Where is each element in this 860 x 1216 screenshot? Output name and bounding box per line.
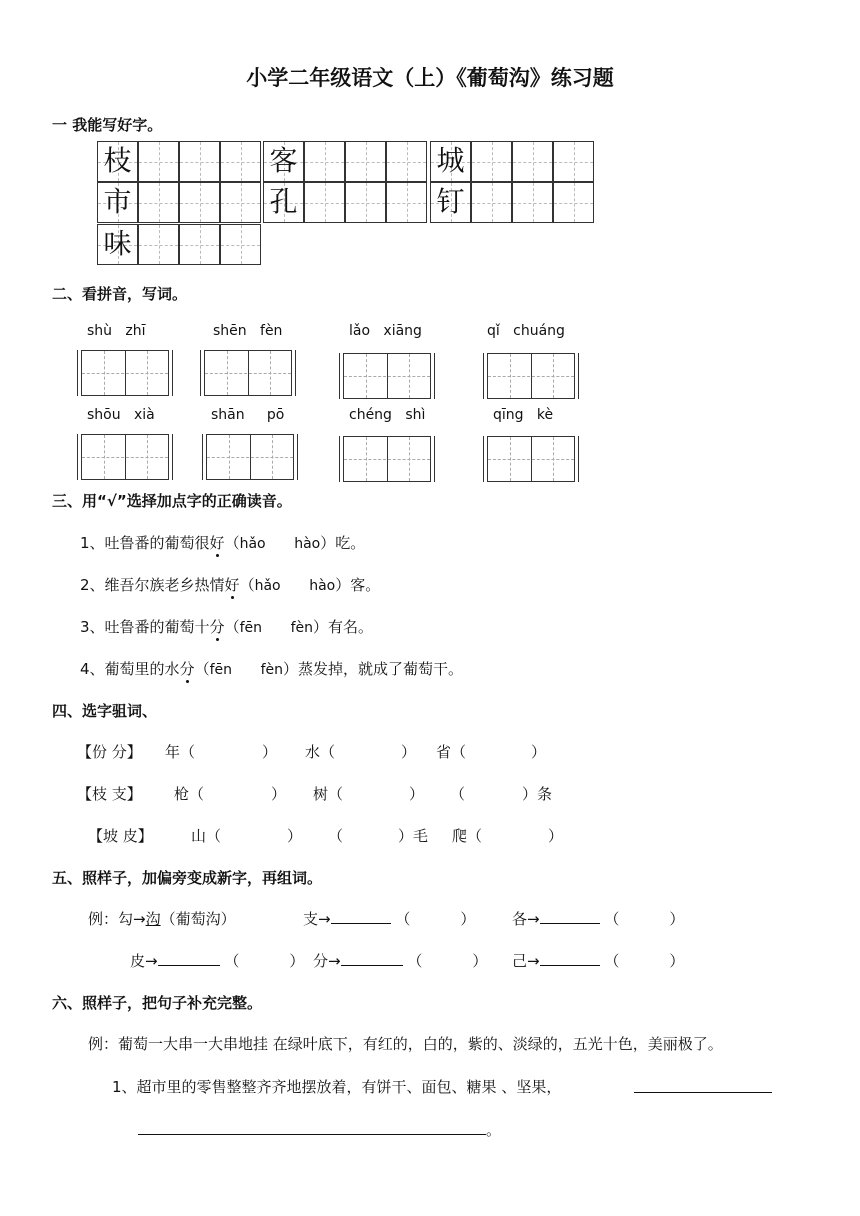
model-char: 味 — [103, 227, 132, 260]
section-6-heading: 六、照样子，把句子补充完整。 — [52, 994, 263, 1012]
reading-option[interactable]: hǎo — [239, 536, 266, 552]
grid-cell[interactable] — [471, 182, 512, 223]
grid-cell — [97, 182, 138, 223]
word-choice-blank-end: ） — [531, 743, 547, 761]
word-choice-blank[interactable]: （ — [328, 827, 344, 845]
grid-cell[interactable] — [138, 224, 179, 265]
page-title: 小学二年级语文（上）《葡萄沟》练习题 — [246, 66, 614, 90]
word-choice-bracket: 【坡 皮】 — [88, 827, 153, 845]
reading-option[interactable]: hǎo — [254, 578, 281, 594]
grid-cell[interactable] — [220, 141, 261, 182]
grid-cell[interactable] — [553, 182, 594, 223]
pinyin-label: lǎo xiāng — [349, 323, 422, 339]
pinyin-label: shōu xià — [87, 407, 155, 423]
pinyin-write-box[interactable] — [487, 353, 575, 399]
grid-cell[interactable] — [179, 141, 220, 182]
dotted-char: 分 — [179, 660, 195, 678]
pinyin-write-box[interactable] — [343, 353, 431, 399]
model-char: 钉 — [436, 185, 465, 218]
writing-grid — [97, 141, 597, 266]
word-choice-blank-end: ）毛 — [398, 827, 429, 845]
word-choice-bracket: 【枝 支】 — [77, 785, 142, 803]
reading-option[interactable]: fēn — [239, 620, 262, 636]
grid-cell[interactable] — [220, 224, 261, 265]
model-char: 孔 — [269, 185, 298, 218]
dotted-char: 好 — [224, 576, 240, 594]
reading-question: 4、葡萄里的水分（fēn fèn）蒸发掉，就成了葡萄干。 — [80, 660, 464, 678]
pinyin-label: chéng shì — [349, 407, 426, 423]
pinyin-write-box[interactable] — [343, 436, 431, 482]
grid-cell — [97, 141, 138, 182]
grid-cell — [263, 141, 304, 182]
answer-blank[interactable] — [540, 909, 600, 924]
radical-item: 己→ （ ） — [512, 952, 685, 970]
grid-cell[interactable] — [386, 141, 427, 182]
word-choice-bracket: 【份 分】 — [77, 743, 142, 761]
pinyin-label: shēn fèn — [213, 323, 283, 339]
model-char: 城 — [436, 144, 465, 177]
grid-cell — [430, 141, 471, 182]
word-choice-blank[interactable]: 爬（ — [452, 827, 483, 845]
pinyin-write-box[interactable] — [487, 436, 575, 482]
grid-cell[interactable] — [179, 182, 220, 223]
reading-option[interactable]: fēn — [209, 662, 232, 678]
radical-item: 皮→ （ ） — [130, 952, 305, 970]
grid-cell[interactable] — [553, 141, 594, 182]
grid-cell[interactable] — [471, 141, 512, 182]
word-choice-blank-end: ） — [287, 827, 303, 845]
answer-blank[interactable] — [540, 951, 600, 966]
pinyin-label: shān pō — [211, 407, 285, 423]
reading-question: 1、吐鲁番的葡萄很好（hǎo hào）吃。 — [80, 534, 366, 552]
end-mark: 。 — [486, 1121, 502, 1139]
pinyin-write-box[interactable] — [81, 350, 169, 396]
answer-blank[interactable] — [158, 951, 220, 966]
grid-cell[interactable] — [138, 141, 179, 182]
grid-cell[interactable] — [179, 224, 220, 265]
radical-example: 例：勾→沟（葡萄沟） — [88, 910, 236, 928]
section-4-heading: 四、选字驵词、 — [52, 702, 158, 720]
pinyin-write-box[interactable] — [81, 434, 169, 480]
word-choice-blank[interactable]: （ — [450, 785, 466, 803]
grid-cell[interactable] — [512, 141, 553, 182]
pinyin-write-box[interactable] — [204, 350, 292, 396]
grid-cell — [430, 182, 471, 223]
section-1-heading: 一 我能写好字。 — [52, 116, 163, 134]
grid-cell[interactable] — [386, 182, 427, 223]
grid-cell[interactable] — [220, 182, 261, 223]
grid-cell[interactable] — [304, 182, 345, 223]
section-5-heading: 五、照样子，加偏旁变成新字，再组词。 — [52, 869, 323, 887]
word-choice-blank-end: ） — [401, 743, 417, 761]
pinyin-label: qīng kè — [493, 407, 554, 423]
radical-item: 分→ （ ） — [313, 952, 488, 970]
word-choice-blank-end: ） — [548, 827, 564, 845]
word-choice-blank-end: ） — [262, 743, 278, 761]
word-choice-blank[interactable]: 山（ — [191, 827, 222, 845]
grid-cell[interactable] — [304, 141, 345, 182]
pinyin-write-box[interactable] — [206, 434, 294, 480]
reading-question: 3、吐鲁番的葡萄十分（fēn fèn）有名。 — [80, 618, 374, 636]
word-choice-blank[interactable]: 省（ — [436, 743, 467, 761]
grid-cell — [97, 224, 138, 265]
section-2-heading: 二、看拼音，写词。 — [52, 285, 188, 303]
radical-item: 支→ （ ） — [303, 910, 476, 928]
radical-item: 各→ （ ） — [512, 910, 685, 928]
reading-option[interactable]: fèn — [260, 662, 284, 678]
sentence-item: 1、超市里的零售整整齐齐地摆放着，有饼干、面包、糖果 、坚果， — [112, 1078, 562, 1096]
grid-cell[interactable] — [512, 182, 553, 223]
answer-line[interactable] — [138, 1134, 486, 1135]
reading-question: 2、维吾尔族老乡热情好（hǎo hào）客。 — [80, 576, 381, 594]
pinyin-label: shù zhī — [87, 323, 146, 339]
word-choice-blank[interactable]: 水（ — [305, 743, 336, 761]
word-choice-blank[interactable]: 树（ — [313, 785, 344, 803]
reading-option[interactable]: hào — [294, 536, 321, 552]
grid-cell[interactable] — [138, 182, 179, 223]
reading-option[interactable]: fèn — [290, 620, 314, 636]
model-char: 客 — [269, 144, 298, 177]
sentence-example: 例：葡萄一大串一大串地挂 在绿叶底下，有红的，白的，紫的、淡绿的，五光十色，美丽极了。 — [88, 1035, 723, 1053]
answer-line[interactable] — [634, 1092, 772, 1093]
word-choice-blank[interactable]: 年（ — [165, 743, 196, 761]
model-char: 市 — [103, 185, 132, 218]
model-char: 枝 — [103, 144, 132, 177]
answer-blank[interactable] — [341, 951, 403, 966]
pinyin-label: qǐ chuáng — [487, 323, 565, 339]
dotted-char: 分 — [209, 618, 225, 636]
reading-option[interactable]: hào — [309, 578, 336, 594]
grid-cell[interactable] — [345, 182, 386, 223]
section-3-heading: 三、用“√”选择加点字的正确读音。 — [52, 492, 292, 510]
word-choice-blank-end: ） — [409, 785, 425, 803]
word-choice-blank[interactable]: 枪（ — [174, 785, 205, 803]
word-choice-blank-end: ）条 — [522, 785, 553, 803]
grid-cell[interactable] — [345, 141, 386, 182]
grid-cell — [263, 182, 304, 223]
dotted-char: 好 — [209, 534, 225, 552]
answer-blank[interactable] — [331, 909, 391, 924]
word-choice-blank-end: ） — [271, 785, 287, 803]
